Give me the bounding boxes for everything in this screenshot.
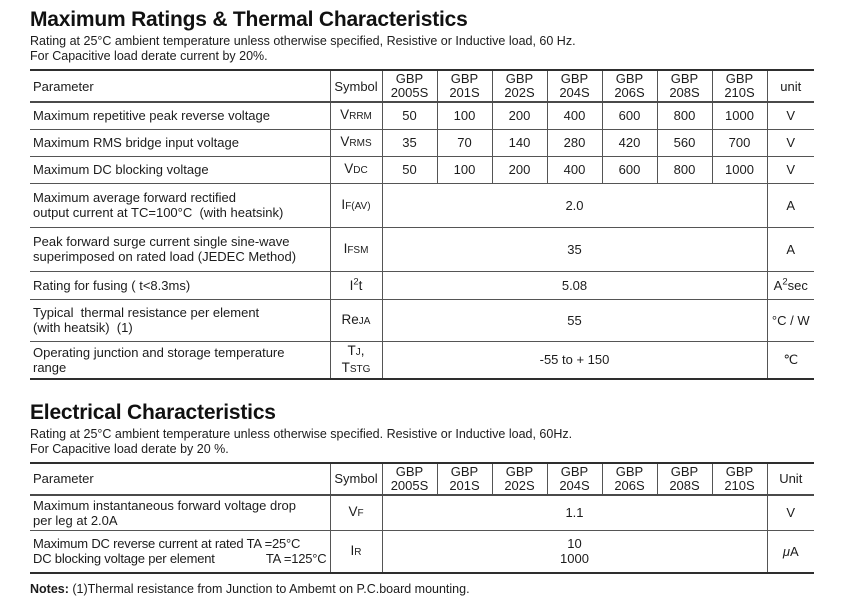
unit-rest: A — [789, 543, 799, 559]
param-cell — [30, 531, 330, 573]
device-header-gbp202s — [492, 70, 547, 102]
symbol-base: I — [349, 277, 354, 293]
value-cell: 280 — [547, 129, 602, 156]
symbol-base: V — [348, 504, 358, 520]
section1-subtitle-line2: For Capacitive load derate current by 20%. — [30, 49, 268, 63]
symbol-cell — [330, 299, 382, 341]
device-name-line2: 202S — [504, 477, 535, 493]
symbol-cell — [330, 129, 382, 156]
symbol-subscript: J — [355, 346, 361, 358]
value-span-cell: 1.1 — [382, 495, 767, 531]
parameter-header: Parameter — [33, 78, 94, 94]
param-text: Maximum RMS bridge input voltage — [33, 135, 239, 150]
symbol-base: V — [344, 161, 354, 176]
device-name-line2: 201S — [449, 85, 480, 100]
row-tj-tstg — [30, 341, 814, 379]
device-name-line2: 206S — [614, 85, 645, 100]
unit-cell: A — [767, 183, 814, 227]
row-vdc — [30, 156, 814, 183]
device-header-gbp210s — [712, 70, 767, 102]
device-name-line2: 208S — [669, 85, 700, 100]
symbol-subscript: STG — [349, 363, 371, 375]
symbol-subscript: DC — [353, 165, 368, 176]
symbol-subscript: JA — [358, 315, 371, 327]
table2-header-row — [30, 463, 814, 495]
param-cell — [30, 102, 330, 129]
symbol-superscript: 2 — [353, 276, 359, 288]
value-cell: 100 — [437, 102, 492, 129]
param-text-line2: (with heatsik) (1) — [33, 320, 133, 335]
value-cell: 700 — [712, 129, 767, 156]
device-name-line1: GBP — [615, 71, 644, 86]
notes-text: (1)Thermal resistance from Junction to Ambemt on P.C.board mounting. — [68, 581, 470, 596]
section-title-maximum-ratings: Maximum Ratings & Thermal Characteristics — [30, 8, 468, 31]
symbol-cell — [330, 227, 382, 271]
device-name-line2: 2005S — [390, 85, 429, 100]
symbol-subscript: FSM — [347, 244, 369, 256]
device-name-line1: GBP — [670, 71, 699, 86]
param-text: Maximum repetitive peak reverse voltage — [33, 108, 270, 124]
param-cell — [30, 271, 330, 299]
device-header-gbp201s — [437, 463, 492, 495]
row-rthja — [30, 299, 814, 341]
unit-cell: V — [767, 102, 814, 129]
device-name-line2: 2005S — [390, 477, 429, 493]
symbol-subscript: R — [354, 546, 362, 558]
param-cell — [30, 341, 330, 379]
param-line2-left: DC blocking voltage per element — [33, 551, 215, 567]
param-cell — [30, 156, 330, 183]
unit-cell: V — [767, 495, 814, 531]
value-cell: 35 — [382, 129, 437, 156]
symbol-line1 — [334, 343, 379, 360]
device-name-line2: 202S — [504, 85, 535, 100]
device-name-line1: GBP — [560, 71, 589, 86]
unit-cell: °C / W — [767, 299, 814, 341]
param-text-line2: range — [33, 359, 67, 375]
row-ifav — [30, 183, 814, 227]
row-vf — [30, 495, 814, 531]
device-name-line1: GBP — [560, 463, 589, 479]
value-line1: 10 — [567, 536, 582, 552]
device-name-line1: GBP — [450, 463, 479, 479]
param-text: Rating for fusing ( t<8.3ms) — [33, 277, 191, 293]
device-header-gbp208s — [657, 463, 712, 495]
device-name-line1: GBP — [395, 71, 424, 86]
param-cell — [30, 129, 330, 156]
notes-label: Notes: — [30, 581, 69, 596]
value-cell: 1000 — [712, 156, 767, 183]
value-span-cell: 5.08 — [382, 271, 767, 299]
value-cell: 70 — [437, 129, 492, 156]
device-header-gbp206s — [602, 70, 657, 102]
value-cell: 200 — [492, 156, 547, 183]
device-header-gbp210s — [712, 463, 767, 495]
value-cell: 140 — [492, 129, 547, 156]
value-cell: 800 — [657, 156, 712, 183]
device-name-line1: GBP — [505, 71, 534, 86]
device-name-line2: 204S — [559, 85, 590, 100]
value-cell: 800 — [657, 102, 712, 129]
device-name-line2: 208S — [669, 477, 700, 493]
symbol-base: Re — [341, 311, 359, 327]
value-cell: 600 — [602, 102, 657, 129]
value-cell: 560 — [657, 129, 712, 156]
value-cell: 200 — [492, 102, 547, 129]
unit-base: A — [773, 277, 783, 293]
row-vrms — [30, 129, 814, 156]
device-name-line2: 201S — [449, 477, 480, 493]
device-name-line1: GBP — [395, 463, 424, 479]
param-text: Maximum DC blocking voltage — [33, 162, 209, 177]
value-cell: 50 — [382, 102, 437, 129]
value-span-cell: 35 — [382, 227, 767, 271]
value-cell: 50 — [382, 156, 437, 183]
symbol-base: I — [341, 196, 346, 212]
value-cell: 400 — [547, 102, 602, 129]
param-text-line2: output current at TC=100°C (with heatsink) — [33, 205, 284, 220]
symbol-base: I — [343, 240, 348, 256]
device-header-gbp202s — [492, 463, 547, 495]
notes-line — [30, 582, 814, 596]
device-header-gbp201s — [437, 70, 492, 102]
symbol-header: Symbol — [330, 463, 382, 495]
device-name-line1: GBP — [725, 71, 754, 86]
param-text-line1: Typical thermal resistance per element — [33, 305, 260, 320]
symbol-cell — [330, 495, 382, 531]
symbol-line2 — [334, 360, 379, 377]
device-name-line1: GBP — [670, 463, 699, 479]
device-name-line1: GBP — [615, 463, 644, 479]
parameter-header: Parameter — [33, 471, 94, 486]
unit-header: Unit — [767, 463, 814, 495]
value-cell: 420 — [602, 129, 657, 156]
value-span-cell: 2.0 — [382, 183, 767, 227]
symbol-header: Symbol — [330, 70, 382, 102]
value-line2: 1000 — [560, 551, 589, 567]
value-cell: 100 — [437, 156, 492, 183]
value-span-cell: -55 to + 150 — [382, 341, 767, 379]
symbol-cell — [330, 531, 382, 573]
symbol-cell — [330, 341, 382, 379]
param-text-line1: Maximum average forward rectified — [33, 190, 237, 205]
param-text-line2: superimposed on rated load (JEDEC Method) — [33, 249, 297, 264]
symbol-subscript: F(AV) — [345, 200, 371, 212]
param-text-line1: Maximum DC reverse current at rated TA =25°C — [33, 536, 301, 552]
device-header-gbp204s — [547, 463, 602, 495]
device-name-line2: 210S — [724, 477, 755, 493]
device-header-gbp204s — [547, 70, 602, 102]
symbol-subscript: F — [357, 508, 364, 520]
symbol-base: I — [350, 542, 355, 558]
device-name-line1: GBP — [725, 463, 754, 479]
device-header-gbp206s — [602, 463, 657, 495]
device-header-gbp2005s — [382, 463, 437, 495]
device-name-line2: 204S — [559, 477, 590, 493]
section2-subtitle-line1: Rating at 25°C ambient temperature unless otherwise specified. Resistive or Inductive load, 60Hz. — [30, 426, 573, 441]
unit-cell: V — [767, 129, 814, 156]
unit-cell: ℃ — [767, 341, 814, 379]
value-cell: 400 — [547, 156, 602, 183]
param-line2-right: TA =125°C — [265, 551, 327, 567]
unit-mu: μ — [782, 543, 790, 559]
value-cell: 1000 — [712, 102, 767, 129]
table1-header-row — [30, 70, 814, 102]
unit-tail: sec — [787, 277, 808, 293]
section1-subtitle-line1: Rating at 25°C ambient temperature unless otherwise specified, Resistive or Inductive load, 60 Hz. — [30, 34, 576, 48]
section2-subtitle-line2: For Capacitive load derate by 20 %. — [30, 441, 229, 456]
param-text-line1: Operating junction and storage temperature — [33, 344, 285, 360]
param-cell — [30, 299, 330, 341]
unit-cell: A — [767, 227, 814, 271]
param-text-line2: per leg at 2.0A — [33, 512, 118, 528]
value-span-cell: 55 — [382, 299, 767, 341]
unit-cell — [767, 531, 814, 573]
unit-header: unit — [767, 70, 814, 102]
symbol-cell — [330, 156, 382, 183]
max-ratings-table — [30, 69, 814, 380]
unit-superscript: 2 — [782, 276, 788, 288]
param-text-line2 — [33, 551, 327, 566]
device-header-gbp208s — [657, 70, 712, 102]
symbol-cell — [330, 271, 382, 299]
symbol-base: V — [340, 134, 350, 149]
symbol-base: T — [347, 342, 356, 358]
unit-cell — [767, 271, 814, 299]
electrical-characteristics-table — [30, 462, 814, 574]
symbol-base: T — [341, 359, 350, 375]
value-cell: 600 — [602, 156, 657, 183]
symbol-subscript: RRM — [349, 111, 372, 123]
symbol-base: V — [340, 107, 350, 123]
row-ifsm — [30, 227, 814, 271]
device-name-line2: 210S — [724, 85, 755, 100]
unit-cell: V — [767, 156, 814, 183]
row-ir — [30, 531, 814, 573]
row-vrrm — [30, 102, 814, 129]
param-text-line1: Maximum instantaneous forward voltage drop — [33, 497, 297, 513]
symbol-tail: t — [358, 277, 363, 293]
device-name-line1: GBP — [505, 463, 534, 479]
section-title-electrical-characteristics: Electrical Characteristics — [30, 400, 276, 424]
symbol-subscript: RMS — [349, 138, 372, 149]
param-cell — [30, 227, 330, 271]
device-name-line2: 206S — [614, 477, 645, 493]
device-name-line1: GBP — [450, 71, 479, 86]
symbol-tail: , — [360, 342, 365, 358]
value-span-cell — [382, 531, 767, 573]
symbol-cell — [330, 183, 382, 227]
symbol-cell — [330, 102, 382, 129]
param-cell — [30, 183, 330, 227]
param-cell — [30, 495, 330, 531]
device-header-gbp2005s — [382, 70, 437, 102]
param-text-line1: Peak forward surge current single sine-wave — [33, 234, 290, 249]
row-i2t — [30, 271, 814, 299]
